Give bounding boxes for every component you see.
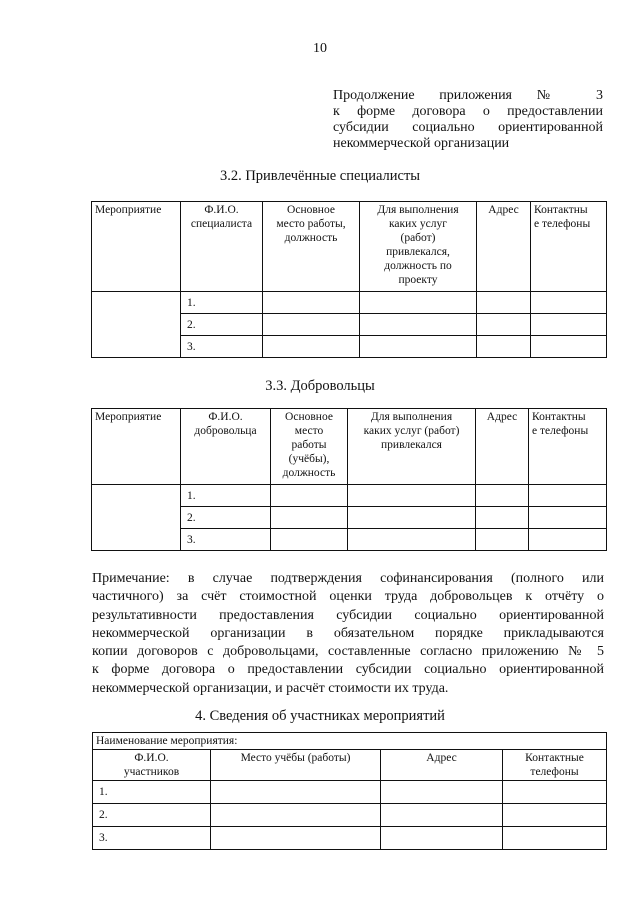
- data-cell[interactable]: [503, 827, 607, 850]
- appendix-line: к форме договора о предоставлении: [333, 104, 603, 119]
- appendix-line: субсидии социально ориентированной: [333, 120, 603, 135]
- header-cell: Адрес: [476, 409, 529, 485]
- data-cell[interactable]: [271, 507, 348, 529]
- data-cell[interactable]: [477, 314, 531, 336]
- volunteers-table: [91, 408, 607, 551]
- header-cell: Мероприятие: [92, 409, 181, 485]
- data-cell[interactable]: [263, 314, 360, 336]
- event-cell[interactable]: [92, 485, 181, 551]
- row-number: 3.: [181, 336, 263, 358]
- data-cell[interactable]: [271, 485, 348, 507]
- header-cell: Контактны е телефоны: [531, 202, 607, 292]
- data-cell[interactable]: [529, 507, 607, 529]
- data-cell[interactable]: [476, 507, 529, 529]
- header-cell: Место учёбы (работы): [211, 750, 381, 781]
- note-line: к форме договора о предоставлении субсидии социально ориентированной: [92, 662, 604, 678]
- row-number: 2.: [181, 507, 271, 529]
- table-header-row: [92, 202, 607, 292]
- table-header-row: [93, 750, 607, 781]
- data-cell[interactable]: [476, 485, 529, 507]
- table-row: [93, 804, 607, 827]
- data-cell[interactable]: [263, 292, 360, 314]
- data-cell[interactable]: [531, 292, 607, 314]
- specialists-table: [91, 201, 607, 358]
- header-cell: Адрес: [381, 750, 503, 781]
- data-cell[interactable]: [529, 485, 607, 507]
- data-cell[interactable]: [381, 804, 503, 827]
- header-cell: Ф.И.О. добровольца: [181, 409, 271, 485]
- row-number: 1.: [181, 292, 263, 314]
- header-cell: Основное место работы, должность: [263, 202, 360, 292]
- data-cell[interactable]: [211, 827, 381, 850]
- note-line: результативности предоставления субсидии социально ориентированной: [92, 607, 604, 623]
- row-number: 3.: [181, 529, 271, 551]
- section-title-participants: 4. Сведения об участниках мероприятий: [195, 708, 445, 724]
- data-cell[interactable]: [360, 314, 477, 336]
- data-cell[interactable]: [531, 314, 607, 336]
- row-number: 1.: [93, 781, 211, 804]
- table-header-row: [92, 409, 607, 485]
- section-title-specialists: 3.2. Привлечённые специалисты: [219, 168, 421, 184]
- participants-table: [92, 732, 607, 850]
- note-line: копии договоров с добровольцами, составленные согласно приложению № 5: [92, 644, 604, 660]
- row-number: 2.: [93, 804, 211, 827]
- page-number: 10: [313, 41, 327, 56]
- event-cell[interactable]: [92, 292, 181, 358]
- header-cell: Ф.И.О. участников: [93, 750, 211, 781]
- row-number: 3.: [93, 827, 211, 850]
- note-paragraph: [92, 570, 604, 698]
- data-cell[interactable]: [348, 529, 476, 551]
- data-cell[interactable]: [348, 485, 476, 507]
- note-line: частичного) за счёт стоимостной оценки труда добровольцев к отчёту о: [92, 589, 604, 605]
- data-cell[interactable]: [348, 507, 476, 529]
- data-cell[interactable]: [263, 336, 360, 358]
- data-cell[interactable]: [503, 804, 607, 827]
- row-number: 1.: [181, 485, 271, 507]
- note-line: некоммерческой организации, и расчёт стоимости их труда.: [92, 680, 449, 696]
- data-cell[interactable]: [271, 529, 348, 551]
- data-cell[interactable]: [360, 336, 477, 358]
- table-row: [92, 292, 607, 314]
- data-cell[interactable]: [531, 336, 607, 358]
- data-cell[interactable]: [211, 804, 381, 827]
- data-cell[interactable]: [381, 827, 503, 850]
- table-row: [92, 485, 607, 507]
- header-cell: Контактные телефоны: [503, 750, 607, 781]
- data-cell[interactable]: [503, 781, 607, 804]
- data-cell[interactable]: [477, 336, 531, 358]
- header-cell: Мероприятие: [92, 202, 181, 292]
- note-line: Примечание: в случае подтверждения софинансирования (полного или: [92, 571, 604, 586]
- table-row: [93, 827, 607, 850]
- data-cell[interactable]: [529, 529, 607, 551]
- header-cell: Для выполнения каких услуг (работ) привлекался, должность по проекту: [360, 202, 477, 292]
- appendix-line: некоммерческой организации: [333, 136, 510, 151]
- header-cell: Основное место работы (учёбы), должность: [271, 409, 348, 485]
- data-cell[interactable]: [211, 781, 381, 804]
- header-cell: Адрес: [477, 202, 531, 292]
- section-title-volunteers: 3.3. Добровольцы: [265, 378, 375, 394]
- event-name-row: [93, 733, 607, 750]
- header-cell: Для выполнения каких услуг (работ) привлекался: [348, 409, 476, 485]
- appendix-line: Продолжение приложения № 3: [333, 88, 603, 103]
- header-cell: Контактны е телефоны: [529, 409, 607, 485]
- table-row: [93, 781, 607, 804]
- data-cell[interactable]: [360, 292, 477, 314]
- data-cell[interactable]: [476, 529, 529, 551]
- header-cell: Ф.И.О. специалиста: [181, 202, 263, 292]
- row-number: 2.: [181, 314, 263, 336]
- event-name-label: Наименование мероприятия:: [93, 733, 607, 750]
- note-line: некоммерческой организации в обязательном порядке прикладываются: [92, 625, 604, 641]
- appendix-header: [333, 88, 603, 152]
- data-cell[interactable]: [477, 292, 531, 314]
- data-cell[interactable]: [381, 781, 503, 804]
